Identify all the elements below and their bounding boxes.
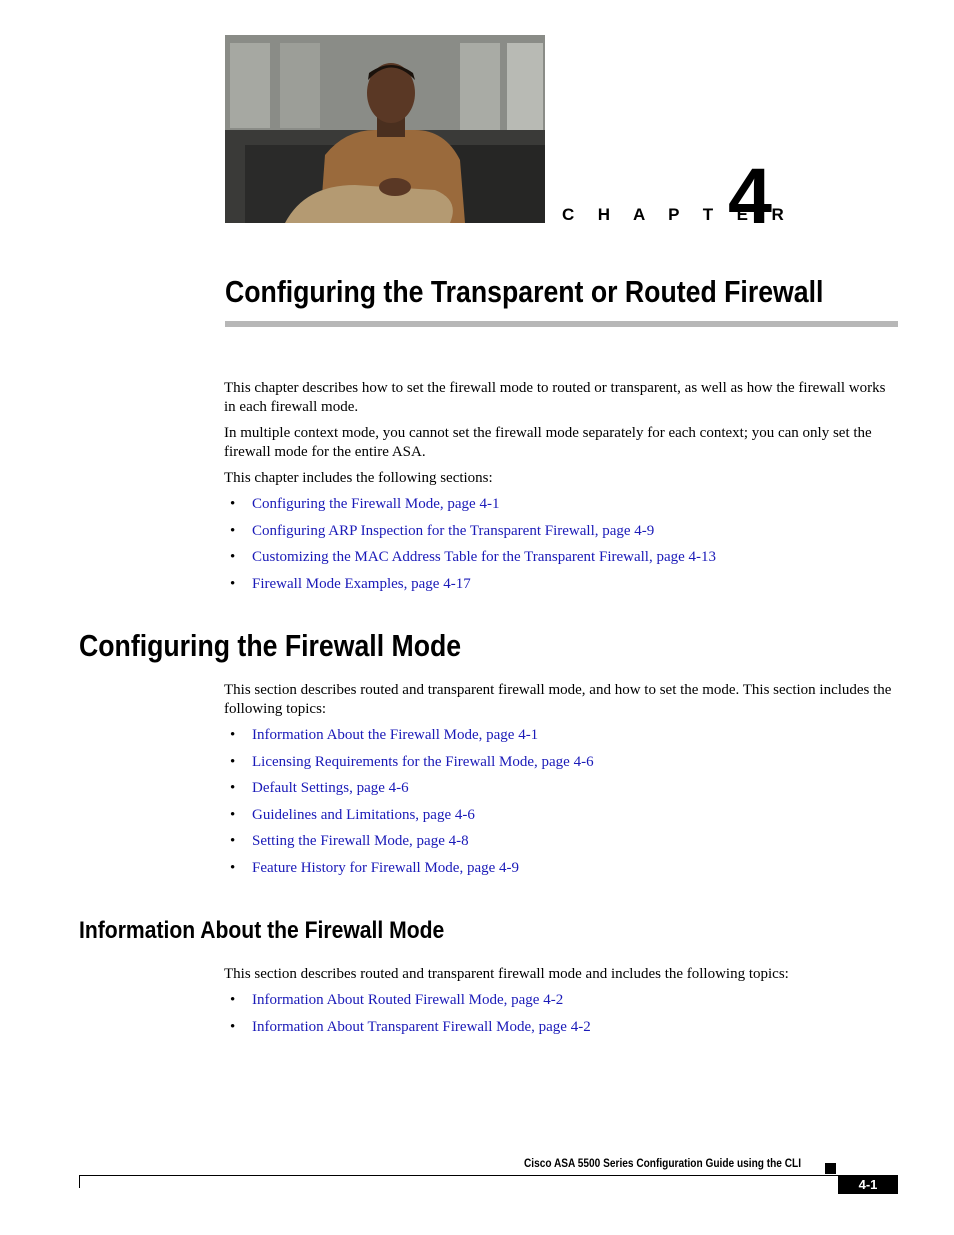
section-link[interactable]: Customizing the MAC Address Table for the Transparent Firewall, page 4-13 <box>252 549 717 565</box>
section-link[interactable]: Firewall Mode Examples, page 4-17 <box>252 576 471 592</box>
list-item <box>230 832 469 850</box>
bullet-icon: • <box>230 1019 236 1035</box>
chapter-photo <box>225 35 545 223</box>
topic-link[interactable]: Information About the Firewall Mode, page 4-1 <box>252 727 539 743</box>
chapter-title: Configuring the Transparent or Routed Firewall <box>225 274 824 309</box>
chapter-number: 4 <box>728 151 772 240</box>
bullet-icon: • <box>230 992 236 1008</box>
bullet-icon: • <box>230 523 236 539</box>
intro-paragraph: This chapter describes how to set the firewall mode to routed or transparent, as well as how the firewall works in each firewall mode. <box>224 380 886 415</box>
section-paragraph: This section describes routed and transparent firewall mode, and how to set the mode. This section includes the following topics: <box>224 682 892 717</box>
list-item <box>230 753 594 771</box>
topic-link[interactable]: Feature History for Firewall Mode, page 4-9 <box>252 860 520 876</box>
list-item <box>230 991 563 1009</box>
bullet-icon: • <box>230 807 236 823</box>
bullet-icon: • <box>230 576 236 592</box>
list-item <box>230 522 654 540</box>
footer-guide-title: Cisco ASA 5500 Series Configuration Guide using the CLI <box>524 1158 802 1170</box>
section-heading: Configuring the Firewall Mode <box>79 628 462 663</box>
intro-paragraph: This chapter includes the following sections: <box>224 470 493 486</box>
section-link[interactable]: Configuring ARP Inspection for the Transparent Firewall, page 4-9 <box>252 523 655 539</box>
bullet-icon: • <box>230 780 236 796</box>
bullet-icon: • <box>230 860 236 876</box>
footer-tick <box>79 1175 80 1188</box>
topic-link[interactable]: Setting the Firewall Mode, page 4-8 <box>252 833 469 849</box>
bullet-icon: • <box>230 833 236 849</box>
bullet-icon: • <box>230 754 236 770</box>
topic-link[interactable]: Default Settings, page 4-6 <box>252 780 409 796</box>
list-item <box>230 779 409 797</box>
list-item <box>230 495 499 513</box>
bullet-icon: • <box>230 496 236 512</box>
topic-link[interactable]: Guidelines and Limitations, page 4-6 <box>252 807 475 823</box>
topic-link[interactable]: Licensing Requirements for the Firewall Mode, page 4-6 <box>252 754 594 770</box>
bullet-icon: • <box>230 549 236 565</box>
list-item <box>230 726 538 744</box>
list-item <box>230 806 475 824</box>
list-item <box>230 1018 591 1036</box>
list-item <box>230 859 519 877</box>
footer-rule <box>79 1175 839 1176</box>
topic-link[interactable]: Information About Routed Firewall Mode, page 4-2 <box>252 992 564 1008</box>
footer-marker <box>825 1163 836 1174</box>
section-link[interactable]: Configuring the Firewall Mode, page 4-1 <box>252 496 500 512</box>
subsection-paragraph: This section describes routed and transparent firewall mode and includes the following topics: <box>224 966 789 982</box>
title-rule <box>225 321 898 327</box>
topic-link[interactable]: Information About Transparent Firewall Mode, page 4-2 <box>252 1019 591 1035</box>
page-number: 4-1 <box>838 1175 898 1194</box>
list-item <box>230 575 471 593</box>
list-item <box>230 548 716 566</box>
chapter-label: C H A P T E R <box>562 205 794 224</box>
subsection-heading: Information About the Firewall Mode <box>79 917 445 944</box>
intro-paragraph: In multiple context mode, you cannot set the firewall mode separately for each context; you can only set the firewall mode for the entire ASA. <box>224 425 872 460</box>
bullet-icon: • <box>230 727 236 743</box>
